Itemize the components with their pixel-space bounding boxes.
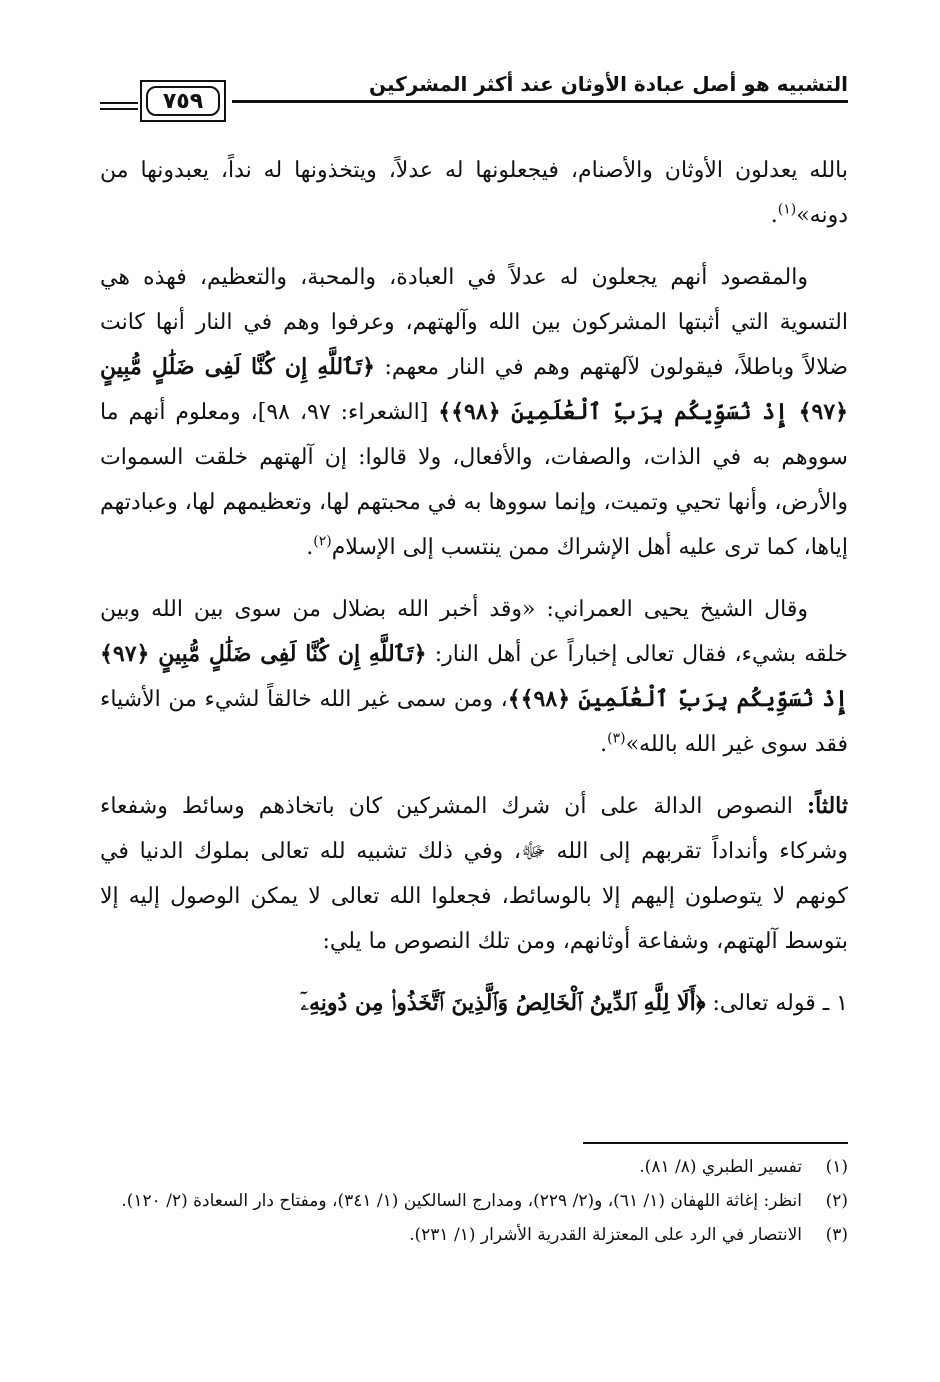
header-rule <box>232 100 848 103</box>
footnote-ref-1[interactable]: (١) <box>777 201 797 218</box>
paragraph-5 <box>100 981 848 1026</box>
paragraph-3-text-b: ، ومن سمى غير الله خالقاً لشيء من الأشياء فقد سوى غير الله بالله» <box>100 687 848 757</box>
paragraph-3-end: . <box>600 732 608 757</box>
footnote-number: (٣) <box>825 1225 848 1245</box>
footnote-text: انظر: إغاثة اللهفان (١/ ٦١)، و(٢/ ٢٢٩)، ومدارج السالكين (١/ ٣٤١)، ومفتاح دار السعادة (٢/ ١٢٠). <box>121 1191 802 1211</box>
footnote-number: (٢) <box>825 1191 848 1211</box>
quran-verse-2: ﴿تَٱللَّهِ إِن كُنَّا لَفِى ضَلَٰلٍ مُّبِينٍ ﴿٩٧﴾ إِذْ نُسَوِّيكُم بِرَبِّ ٱلْعَٰلَمِينَ ﴿٩٨﴾﴾ <box>100 641 849 712</box>
paragraph-2 <box>100 255 848 570</box>
paragraph-1-text: بالله يعدلون الأوثان والأصنام، فيجعلونها له عدلاً، ويتخذونها له نداً، يعبدونها من دونه» <box>100 158 848 228</box>
page-number: ٧٥٩ <box>162 88 204 114</box>
paragraph-1-end: . <box>770 203 778 228</box>
main-text <box>100 148 848 1043</box>
footnotes <box>100 1150 848 1252</box>
running-title: التشبيه هو أصل عبادة الأوثان عند أكثر المشركين <box>368 72 848 96</box>
footnote-text: تفسير الطبري (٨/ ٨١). <box>639 1157 802 1177</box>
list-item-1-label: ١ ـ قوله تعالى: <box>712 991 848 1016</box>
paragraph-4 <box>100 784 848 964</box>
paragraph-2-end: . <box>306 535 314 560</box>
header-rule-ornament <box>100 102 138 110</box>
paragraph-3 <box>100 587 848 767</box>
footnote-ref-2[interactable]: (٢) <box>313 533 332 550</box>
quran-verse-1: ﴿تَٱللَّهِ إِن كُنَّا لَفِى ضَلَٰلٍ مُّبِينٍ ﴿٩٧﴾ إِذْ نُسَوِّيكُم بِرَبِّ ٱلْعَٰلَمِينَ ﴿٩٨﴾﴾ <box>100 354 849 425</box>
section-lead: ثالثاً: <box>807 793 848 819</box>
footnote-text: الانتصار في الرد على المعتزلة القدرية الأشرار (١/ ٢٣١). <box>409 1225 802 1245</box>
paragraph-2-text-b: [الشعراء: ٩٧، ٩٨]، ومعلوم أنهم ما سووهم به في الذات، والصفات، والأفعال، ولا قالوا: إن آلهتهم خلقت السموات والأرض، وأنها تحيي وتميت، وإنما سووها به في محبتهم لها، وتعظيمهم لها، وعبادتهم إياها، كما ترى عليه أهل الإشراك ممن ينتسب إلى الإسلام <box>100 400 848 560</box>
footnote-2 <box>100 1184 848 1218</box>
footnote-ref-3[interactable]: (٣) <box>607 730 626 747</box>
footnote-3 <box>100 1218 848 1252</box>
paragraph-3-text-a: وقال الشيخ يحيى العمراني: «وقد أخبر الله بضلال من سوى بين الله وبين خلقه بشيء، فقال تعالى إخباراً عن أهل النار: <box>100 597 849 667</box>
footnote-separator <box>583 1142 848 1144</box>
paragraph-2-text-a: والمقصود أنهم يجعلون له عدلاً في العبادة، والمحبة، والتعظيم، فهذه هي التسوية التي أثبتها المشركون بين الله وآلهتهم، وعرفوا وهم في النار أنها كانت ضلالاً وباطلاً، فيقولون لآلهتهم وهم في النار معهم: <box>100 265 848 380</box>
quran-verse-3: ﴿أَلَا لِلَّهِ ٱلدِّينُ ٱلْخَالِصُ وَٱلَّذِينَ ٱتَّخَذُوا۟ مِن دُونِهِۦٓ <box>300 990 706 1016</box>
footnote-number: (١) <box>825 1157 848 1177</box>
paragraph-4-text: النصوص الدالة على أن شرك المشركين كان باتخاذهم وسائط وشفعاء وشركاء وأنداداً تقربهم إلى الله ﷻ، وفي ذلك تشبيه لله تعالى بملوك الدنيا في كونهم لا يتوصلون إليهم إلا بالوسائط، فجعلوا الله تعالى لا يمكن الوصول إليه إلا بتوسط آلهتهم، وشفاعة أوثانهم، ومن تلك النصوص ما يلي: <box>100 794 848 954</box>
footnote-1 <box>100 1150 848 1184</box>
page-number-frame <box>140 80 226 122</box>
paragraph-1 <box>100 148 848 238</box>
